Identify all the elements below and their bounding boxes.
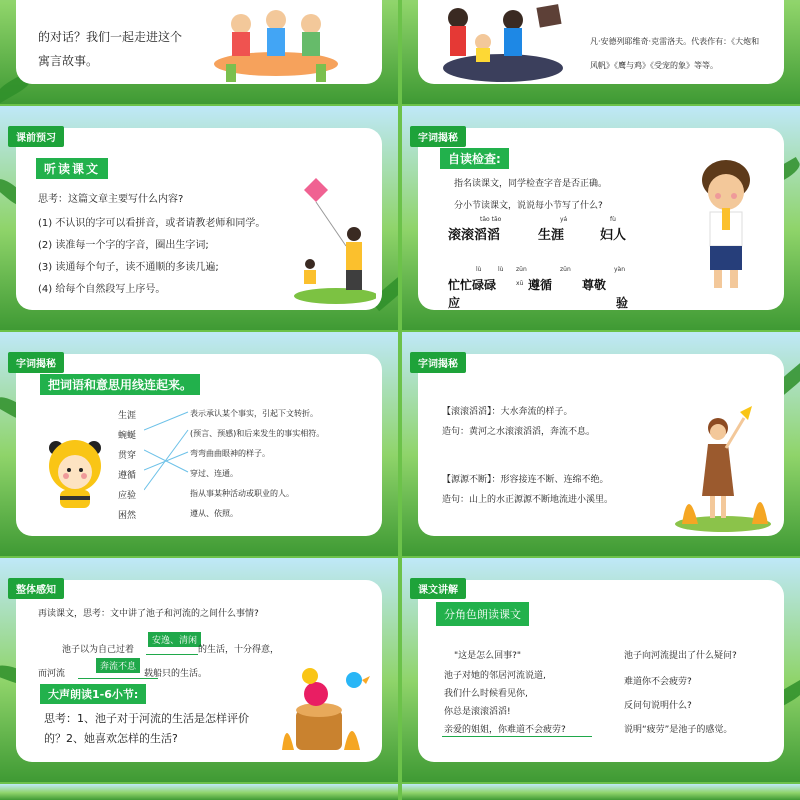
slide-2-line-1: 凡·安德列耶维奇·克雷洛夫。代表作有：《大炮和 xyxy=(590,37,760,46)
analysis-line: 池子向河流提出了什么疑问? xyxy=(624,651,737,661)
slide-7-card xyxy=(16,580,382,762)
slide-8-heading: 分角色朗读课文 xyxy=(436,602,529,626)
section-tag: 整体感知 xyxy=(8,578,64,599)
dialogue-line: 你总是滚滚滔滔! xyxy=(444,707,511,717)
word: 忙忙碌碌 xyxy=(448,278,497,292)
slide-9-partial[interactable] xyxy=(0,784,398,800)
section-tag: 字词揭秘 xyxy=(410,126,466,147)
dialogue-line: 亲爱的姐姐，你难道不会疲劳? xyxy=(444,725,566,735)
slide-6[interactable] xyxy=(402,332,800,556)
meaning: (预言、预感)和后来发生的事实相符。 xyxy=(190,429,325,438)
slide-3-item-1: (1) 不认识的字可以看拼音，或者请教老师和同学。 xyxy=(38,218,266,229)
section-tag: 课文讲解 xyxy=(410,578,466,599)
definition: 【滚滚滔滔】：大水奔流的样子。 xyxy=(442,407,573,417)
word: 应 xyxy=(448,296,461,310)
word: 生涯 xyxy=(538,228,565,243)
example: 造句：山上的水正源源不断地流进小溪里。 xyxy=(442,495,614,505)
slide-3-item-4: (4) 给每个自然段写上序号。 xyxy=(38,284,166,295)
matching-lines xyxy=(144,410,194,520)
pinyin: fù xyxy=(610,216,616,223)
slide-7-text: 的生活，十分得意， xyxy=(198,645,280,655)
slide-1-line-1: 的对话？我们一起走进这个 xyxy=(38,30,183,44)
slide-4-card xyxy=(418,128,784,310)
slide-3-heading: 听读课文 xyxy=(36,158,108,179)
analysis-line: 说明“疲劳”是池子的感觉。 xyxy=(624,725,733,735)
slide-5[interactable] xyxy=(0,332,398,556)
kite-flying-illustration xyxy=(286,176,376,306)
definition: 【源源不断】：形容接连不断、连绵不绝。 xyxy=(442,475,609,485)
word: 妇人 xyxy=(600,228,627,243)
slide-8[interactable] xyxy=(402,558,800,782)
word: 尊敬 xyxy=(582,278,607,292)
word: 滚滚滔滔 xyxy=(448,228,501,243)
meaning: 遵从、依照。 xyxy=(190,509,238,518)
family-playing-illustration xyxy=(428,0,568,84)
slide-3-item-2: (2) 读准每一个字的字音，圈出生字词; xyxy=(38,240,209,251)
slide-3-card xyxy=(16,128,382,310)
slide-5-card xyxy=(16,354,382,536)
slide-4[interactable] xyxy=(402,106,800,330)
slide-6-card xyxy=(418,354,784,536)
slide-7-question: 再读课文，思考：文中讲了池子和河流的之间什么事情? xyxy=(38,609,259,619)
word: 生涯 xyxy=(118,411,137,421)
slide-3-item-3: (3) 读通每个句子，读不通顺的多读几遍; xyxy=(38,262,219,273)
slide-1-line-2: 寓言故事。 xyxy=(38,54,99,68)
word: 困然 xyxy=(118,511,137,521)
boy-reading-illustration xyxy=(688,156,778,296)
pinyin: tāo tāo xyxy=(480,216,502,223)
pinyin: yàn xyxy=(614,266,626,273)
word: 遵循 xyxy=(118,471,137,481)
bee-mascot-illustration xyxy=(40,426,110,516)
slide-7-text: 池子以为自己过着 xyxy=(62,645,135,655)
pinyin: lù xyxy=(476,266,482,273)
birds-on-stump-illustration xyxy=(272,660,372,760)
slide-2-line-2: 风帆》《鹰与鸡》《受宠的象》等等。 xyxy=(590,61,718,70)
slide-7-text: 载船只的生活。 xyxy=(144,669,208,679)
girl-painting-illustration xyxy=(668,404,778,534)
slide-7-think: 思考：1、池子对于河流的生活是怎样评价 xyxy=(44,712,249,725)
word: 应验 xyxy=(118,491,137,501)
meaning: 表示承认某个事实，引起下文转折。 xyxy=(190,409,318,418)
slide-2[interactable] xyxy=(402,0,800,104)
section-tag: 课前预习 xyxy=(8,126,64,147)
word: 遵循 xyxy=(528,278,553,292)
pinyin: xū xyxy=(516,280,524,287)
pinyin: zūn xyxy=(560,266,571,273)
slide-4-line-1: 指名读课文，同学检查字音是否正确。 xyxy=(454,179,608,189)
slide-3-question: 思考：这篇文章主要写什么内容? xyxy=(38,194,184,205)
answer-fill: 安逸、清闲 xyxy=(148,632,201,647)
word: 验 xyxy=(616,296,629,310)
slide-10-partial[interactable] xyxy=(402,784,800,800)
analysis-line: 反问句说明什么? xyxy=(624,701,692,711)
slide-1-card xyxy=(16,0,382,84)
word: 贯穿 xyxy=(118,451,137,461)
dialogue-line: "这是怎么回事?" xyxy=(454,651,522,661)
dialogue-line: 池子对她的邻居河流说道, xyxy=(444,671,546,681)
slide-8-card xyxy=(418,580,784,762)
example: 造句：黄河之水滚滚滔滔，奔流不息。 xyxy=(442,427,596,437)
slide-4-line-2: 分小节读课文，说说每小节写了什么? xyxy=(454,201,603,211)
pinyin: lù xyxy=(498,266,504,273)
meaning: 指从事某种活动或职业的人。 xyxy=(190,489,294,498)
slide-4-heading: 自读检查: xyxy=(440,148,509,169)
dialogue-line: 我们什么时候看见你, xyxy=(444,689,528,699)
pinyin: zūn xyxy=(516,266,527,273)
slide-7-text: 而河流 xyxy=(38,669,66,679)
slide-1[interactable] xyxy=(0,0,398,104)
pinyin: yá xyxy=(560,216,568,223)
slide-7[interactable] xyxy=(0,558,398,782)
meaning: 弯弯曲曲眼神的样子。 xyxy=(190,449,270,458)
section-tag: 字词揭秘 xyxy=(410,352,466,373)
meaning: 穿过、连通。 xyxy=(190,469,238,478)
analysis-line: 难道你不会疲劳? xyxy=(624,677,692,687)
children-at-table-illustration xyxy=(206,2,346,84)
section-tag: 字词揭秘 xyxy=(8,352,64,373)
slide-7-think: 的？2、她喜欢怎样的生活? xyxy=(44,732,178,745)
word: 蜿蜒 xyxy=(118,431,137,441)
slide-2-card xyxy=(418,0,784,84)
answer-fill: 奔流不息 xyxy=(96,658,140,673)
slide-5-heading: 把词语和意思用线连起来。 xyxy=(40,374,200,395)
slide-3[interactable] xyxy=(0,106,398,330)
slide-7-subheading: 大声朗读1-6小节: xyxy=(40,684,146,704)
